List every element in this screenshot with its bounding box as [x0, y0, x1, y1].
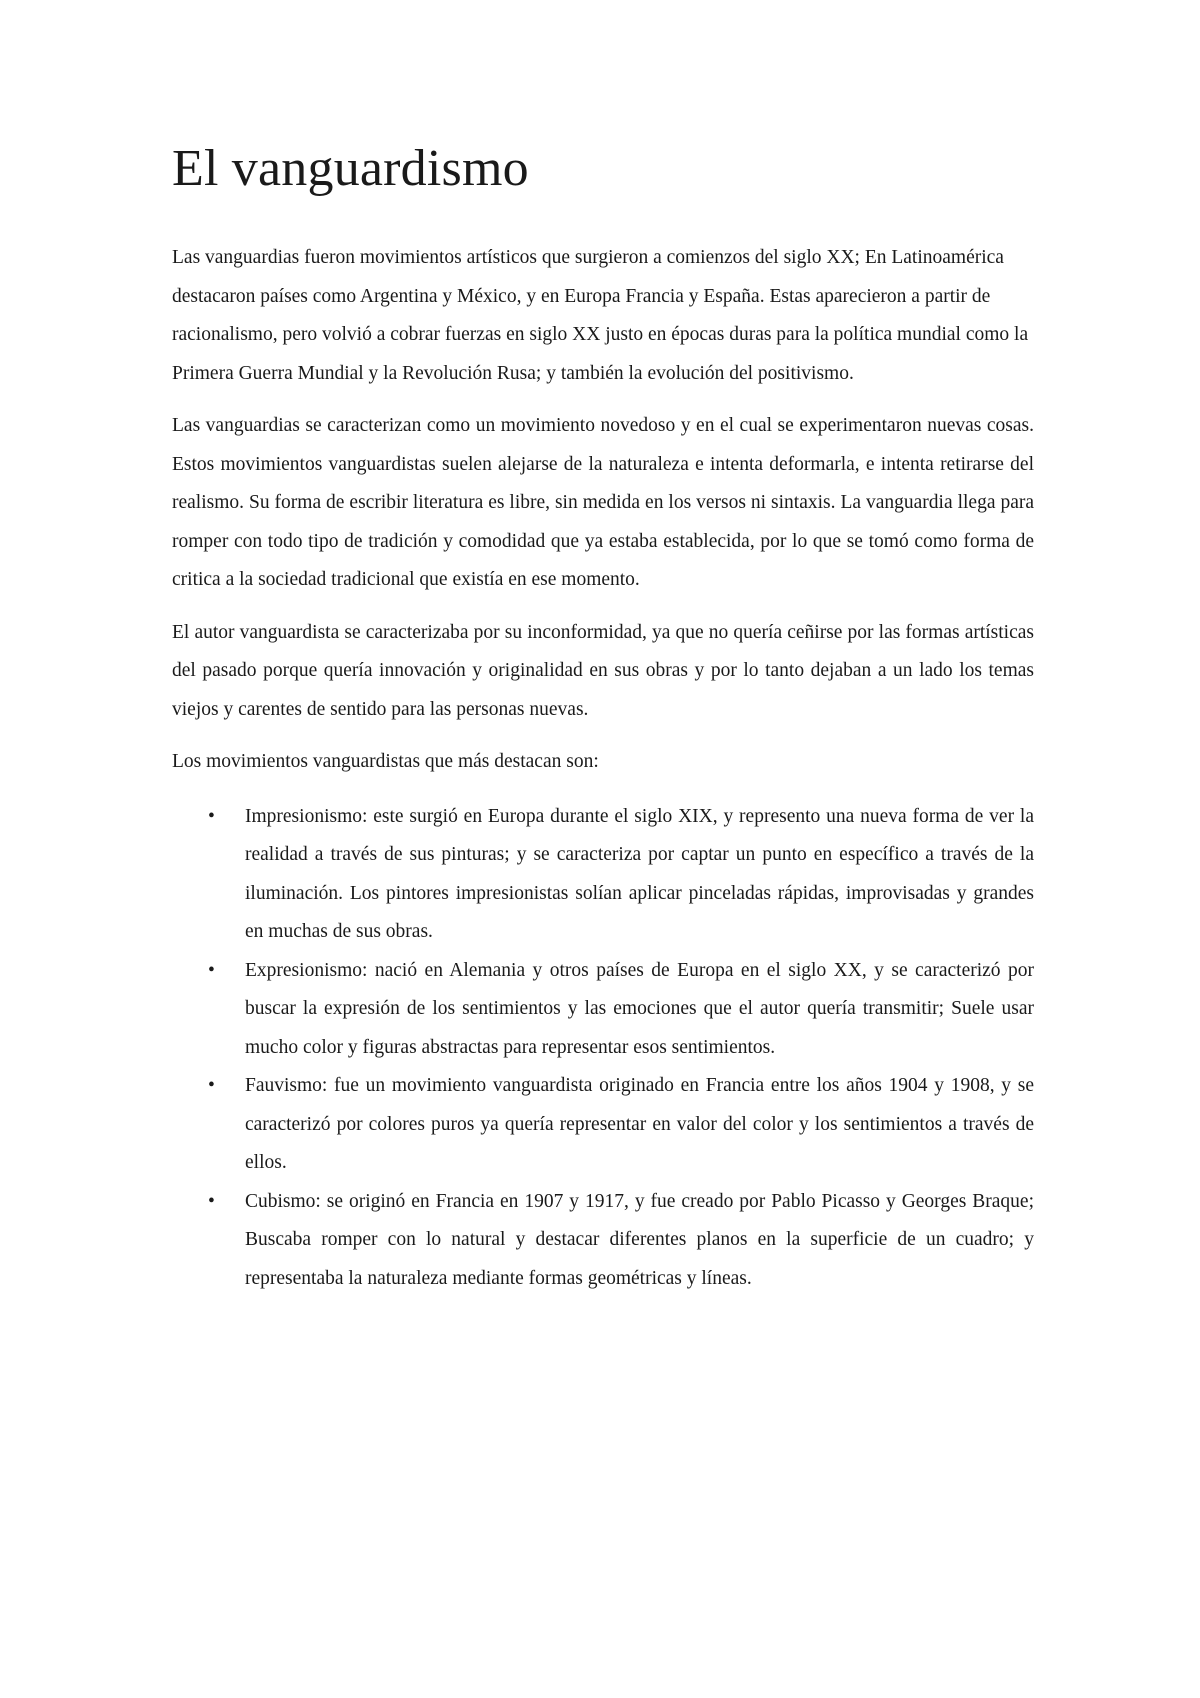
list-item-impresionismo	[172, 798, 1034, 952]
bullet-icon: •	[208, 1190, 215, 1212]
list-item-fauvismo	[172, 1067, 1034, 1183]
list-item-cubismo	[172, 1183, 1034, 1299]
document-title: El vanguardismo	[172, 140, 529, 197]
paragraph-author: El autor vanguardista se caracterizaba por su inconformidad, ya que no quería ceñirse por las formas artísticas del pasado porque quería innovación y originalidad en sus obras y por lo tanto dejaban a un lado los temas viejos y carentes de sentido para las personas nuevas.	[172, 621, 1034, 720]
list-item-text: Cubismo: se originó en Francia en 1907 y 1917, y fue creado por Pablo Picasso y Georges Braque; Buscaba romper con lo natural y destacar diferentes planos en la superficie de un cuadro; y representaba la naturaleza mediante formas geométricas y líneas.	[245, 1190, 1034, 1289]
list-item-text: Impresionismo: este surgió en Europa durante el siglo XIX, y represento una nueva forma de ver la realidad a través de sus pinturas; y se caracteriza por captar un punto en específico a través de la iluminación. Los pintores impresionistas solían aplicar pinceladas rápidas, improvisadas y grandes en muchas de sus obras.	[245, 805, 1034, 943]
paragraph-characteristics: Las vanguardias se caracterizan como un movimiento novedoso y en el cual se experimentaron nuevas cosas. Estos movimientos vanguardistas suelen alejarse de la naturaleza e intenta deformarla, e intenta retirarse del realismo. Su forma de escribir literatura es libre, sin medida en los versos ni sintaxis. La vanguardia llega para romper con todo tipo de tradición y comodidad que ya estaba establecida, por lo que se tomó como forma de critica a la sociedad tradicional que existía en ese momento.	[172, 415, 1034, 591]
document-page	[172, 140, 1034, 1298]
movements-list	[172, 798, 1034, 1299]
list-item-text: Fauvismo: fue un movimiento vanguardista originado en Francia entre los años 1904 y 1908, y se caracterizó por colores puros ya quería representar en valor del color y los sentimientos a través de ellos.	[245, 1075, 1034, 1174]
list-item-expresionismo	[172, 952, 1034, 1068]
bullet-icon: •	[208, 805, 215, 827]
paragraph-intro: Las vanguardias fueron movimientos artísticos que surgieron a comienzos del siglo XX; En Latinoamérica destacaron países como Argentina y México, y en Europa Francia y España. Estas aparecieron a partir de racionalismo, pero volvió a cobrar fuerzas en siglo XX justo en épocas duras para la política mundial como la Primera Guerra Mundial y la Revolución Rusa; y también la evolución del positivismo.	[172, 247, 1029, 384]
bullet-icon: •	[208, 1075, 215, 1097]
bullet-icon: •	[208, 959, 215, 981]
list-item-text: Expresionismo: nació en Alemania y otros países de Europa en el siglo XX, y se caracterizó por buscar la expresión de los sentimientos y las emociones que el autor quería transmitir; Suele usar mucho color y figuras abstractas para representar esos sentimientos.	[245, 959, 1034, 1058]
paragraph-list-intro: Los movimientos vanguardistas que más destacan son:	[172, 751, 599, 773]
